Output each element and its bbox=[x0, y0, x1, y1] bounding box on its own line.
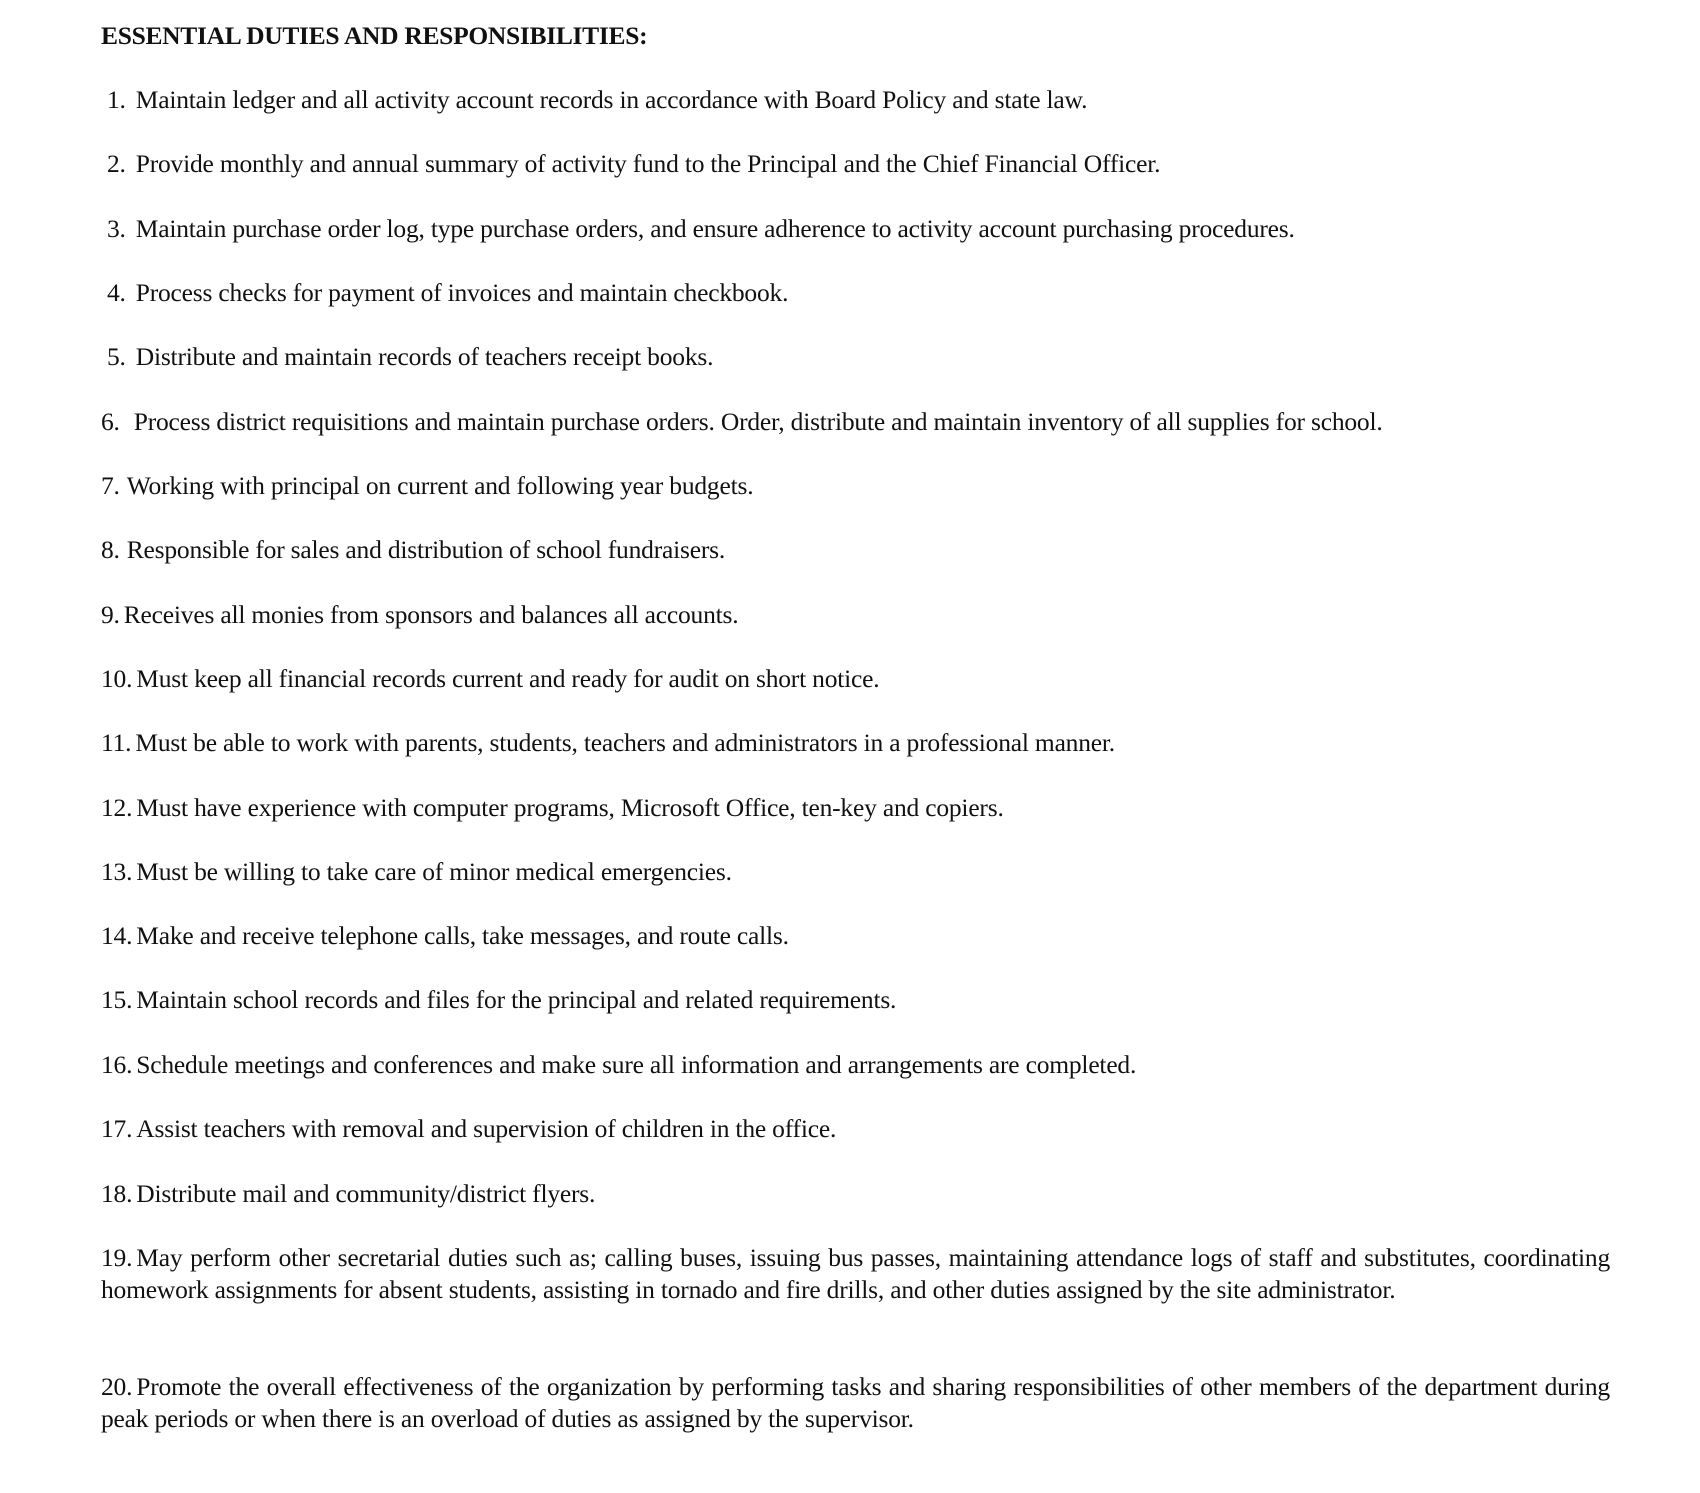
item-number: 20. bbox=[101, 1372, 133, 1401]
item-text: Make and receive telephone calls, take messages, and route calls. bbox=[136, 921, 789, 950]
item-text: Responsible for sales and distribution of school fundraisers. bbox=[126, 535, 726, 564]
duty-item bbox=[101, 213, 1295, 245]
item-number: 4. bbox=[107, 278, 126, 307]
item-number: 14. bbox=[101, 921, 133, 950]
item-number: 12. bbox=[101, 793, 133, 822]
item-number: 17. bbox=[101, 1114, 133, 1143]
item-text: Process district requisitions and maintain purchase orders. Order, distribute and maintain inventory of all supplies for school. bbox=[133, 407, 1383, 436]
item-number: 16. bbox=[101, 1050, 133, 1079]
duty-item bbox=[101, 277, 788, 309]
duty-item bbox=[101, 663, 879, 695]
item-number: 2. bbox=[107, 149, 126, 178]
duty-item bbox=[101, 148, 1160, 180]
item-text: Receives all monies from sponsors and balances all accounts. bbox=[123, 600, 739, 629]
item-number: 19. bbox=[101, 1243, 133, 1272]
duty-item bbox=[101, 534, 725, 566]
item-number: 13. bbox=[101, 857, 133, 886]
item-text: Provide monthly and annual summary of activity fund to the Principal and the Chief Financial Officer. bbox=[135, 149, 1161, 178]
item-text: Maintain ledger and all activity account records in accordance with Board Policy and state law. bbox=[135, 85, 1088, 114]
item-text: Working with principal on current and following year budgets. bbox=[126, 471, 754, 500]
duty-item bbox=[101, 406, 1383, 438]
duty-item bbox=[101, 727, 1115, 759]
duty-item bbox=[101, 341, 713, 373]
item-number: 3. bbox=[107, 214, 126, 243]
duty-item bbox=[101, 599, 738, 631]
item-text: Schedule meetings and conferences and make sure all information and arrangements are completed. bbox=[136, 1050, 1137, 1079]
item-number: 1. bbox=[107, 85, 126, 114]
item-text: Must have experience with computer programs, Microsoft Office, ten-key and copiers. bbox=[136, 793, 1004, 822]
section-heading: ESSENTIAL DUTIES AND RESPONSIBILITIES: bbox=[101, 21, 648, 50]
item-number: 15. bbox=[101, 985, 133, 1014]
item-text: Maintain school records and files for the principal and related requirements. bbox=[136, 985, 897, 1014]
duty-item bbox=[101, 856, 732, 888]
item-number: 8. bbox=[101, 535, 120, 564]
item-text: Distribute mail and community/district flyers. bbox=[136, 1179, 596, 1208]
item-number: 9. bbox=[101, 600, 120, 629]
duty-item bbox=[101, 984, 896, 1016]
duty-item bbox=[101, 1242, 1610, 1306]
item-text: Must keep all financial records current and ready for audit on short notice. bbox=[136, 664, 880, 693]
duty-item bbox=[101, 920, 789, 952]
item-text: May perform other secretarial duties such as; calling buses, issuing bus passes, maintaining attendance logs of staff and substitutes, coordinating homework assignments for absent students, assisting in tornado and fire drills, and other duties assigned by the site administrator. bbox=[101, 1243, 1610, 1304]
item-text: Must be able to work with parents, students, teachers and administrators in a professional manner. bbox=[135, 728, 1115, 757]
duty-item bbox=[101, 84, 1087, 116]
item-text: Promote the overall effectiveness of the organization by performing tasks and sharing responsibilities of other members of the department during peak periods or when there is an overload of duties as assigned by the supervisor. bbox=[101, 1372, 1610, 1433]
item-number: 18. bbox=[101, 1179, 133, 1208]
item-text: Distribute and maintain records of teachers receipt books. bbox=[135, 342, 714, 371]
duty-item bbox=[101, 1049, 1136, 1081]
item-text: Assist teachers with removal and supervision of children in the office. bbox=[136, 1114, 837, 1143]
item-text: Process checks for payment of invoices and maintain checkbook. bbox=[135, 278, 789, 307]
item-number: 7. bbox=[101, 471, 120, 500]
item-text: Maintain purchase order log, type purchase orders, and ensure adherence to activity account purchasing procedures. bbox=[135, 214, 1295, 243]
item-text: Must be willing to take care of minor medical emergencies. bbox=[136, 857, 732, 886]
duty-item bbox=[101, 470, 753, 502]
duty-item bbox=[101, 1113, 836, 1145]
item-number: 6. bbox=[101, 407, 120, 436]
duty-item bbox=[101, 792, 1004, 824]
item-number: 10. bbox=[101, 664, 133, 693]
duty-item bbox=[101, 1371, 1610, 1435]
item-number: 11. bbox=[101, 728, 132, 757]
item-number: 5. bbox=[107, 342, 126, 371]
duty-item bbox=[101, 1178, 595, 1210]
